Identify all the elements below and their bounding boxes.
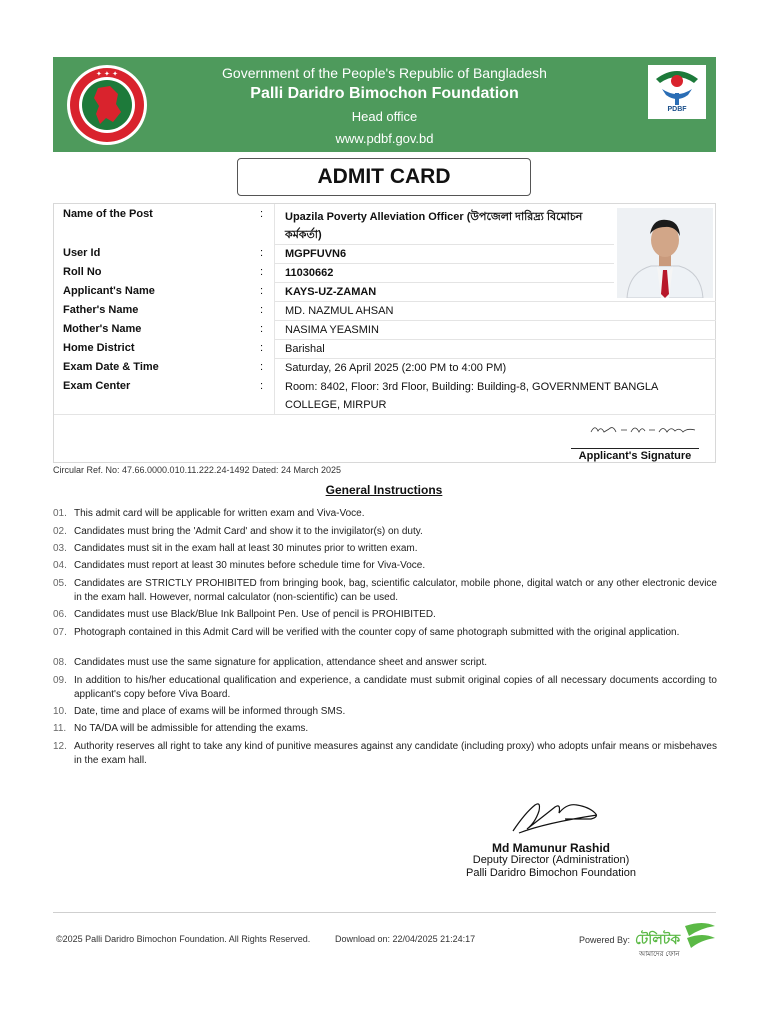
footer-copyright: ©2025 Palli Daridro Bimochon Foundation. All Rights Reserved. [56,934,311,944]
exam-datetime-label: Exam Date & Time [63,361,159,373]
exam-center-label: Exam Center [63,380,131,392]
pdbf-emblem-icon [648,65,706,107]
exam-center-value: Room: 8402, Floor: 3rd Floor, Building: Building-8, GOVERNMENT BANGLA COLLEGE, MIRPUR [285,381,658,411]
authority-signature-icon [505,793,605,837]
signatory-organization: Palli Daridro Bimochon Foundation [466,867,636,879]
website-link[interactable]: www.pdbf.gov.bd [335,131,434,146]
teletalk-logo [635,920,717,960]
teletalk-tagline: আমাদের ফোন [639,951,680,958]
signatory-designation: Deputy Director (Administration) [472,854,630,866]
applicant-signature-label: Applicant's Signature [578,450,692,462]
organization-name: Palli Daridro Bimochon Foundation [250,85,519,102]
instructions-title: General Instructions [325,483,443,497]
user-id-value: MGPFUVN6 [285,248,347,260]
applicant-photo [617,208,713,298]
father-name-label: Father's Name [63,304,139,316]
admit-card-title: ADMIT CARD [237,158,531,196]
powered-by-label: Powered By: [579,935,631,945]
teletalk-bengali-name: টেলিটক [635,931,681,947]
home-district-value: Barishal [285,343,325,355]
svg-text:✦ ✦ ✦: ✦ ✦ ✦ [95,70,119,78]
applicant-name-value: KAYS-UZ-ZAMAN [285,286,377,298]
government-name: Government of the People's Republic of Bangladesh [222,65,547,81]
header-banner [53,57,716,152]
footer-download-time: Download on: 22/04/2025 21:24:17 [335,934,476,944]
pdbf-logo-text: PDBF [667,106,687,113]
home-district-label: Home District [63,342,135,354]
applicant-signature-icon [589,422,699,436]
roll-no-value: 11030662 [285,267,334,279]
exam-datetime-value: Saturday, 26 April 2025 (2:00 PM to 4:00 PM) [285,362,507,374]
roll-no-label: Roll No [63,266,102,278]
mother-name-value: NASIMA YEASMIN [285,324,379,336]
post-label: Name of the Post [63,208,153,220]
circular-reference: Circular Ref. No: 47.66.0000.010.11.222.24-1492 Dated: 24 March 2025 [53,465,342,475]
applicant-info-table: Name of the Post : Upazila Poverty Alleviation Officer (উপজেলা দারিদ্র্য বিমোচন কর্মকর্তা) User Id : MGPFUVN6 Roll No : 11030662 Applicant's Name : KAYS-UZ-ZAMAN Father's Name : MD. NAZMUL AHSAN Mother's Name : NASIMA YEASMIN Home District : Barishal Exam Date & Time : Saturday, 26 April 2025 (2:00 PM to 4:00 PM) Exam Center : Room: 8402, Floor: 3rd Floor, Building: Building-8, GOVERNMENT BANGLA COLLEGE, MIRPUR Applicant's Signature [53,203,716,463]
signatory-name: Md Mamunur Rashid [491,841,610,855]
post-value: Upazila Poverty Alleviation Officer (উপজেলা দারিদ্র্য বিমোচন কর্মকর্তা) [285,211,583,241]
father-name-value: MD. NAZMUL AHSAN [285,305,394,317]
pdbf-logo [648,65,706,119]
user-id-label: User Id [63,247,101,259]
office-name: Head office [351,109,418,124]
mother-name-label: Mother's Name [63,323,142,335]
applicant-portrait-icon [617,208,713,298]
applicant-name-label: Applicant's Name [63,285,155,297]
